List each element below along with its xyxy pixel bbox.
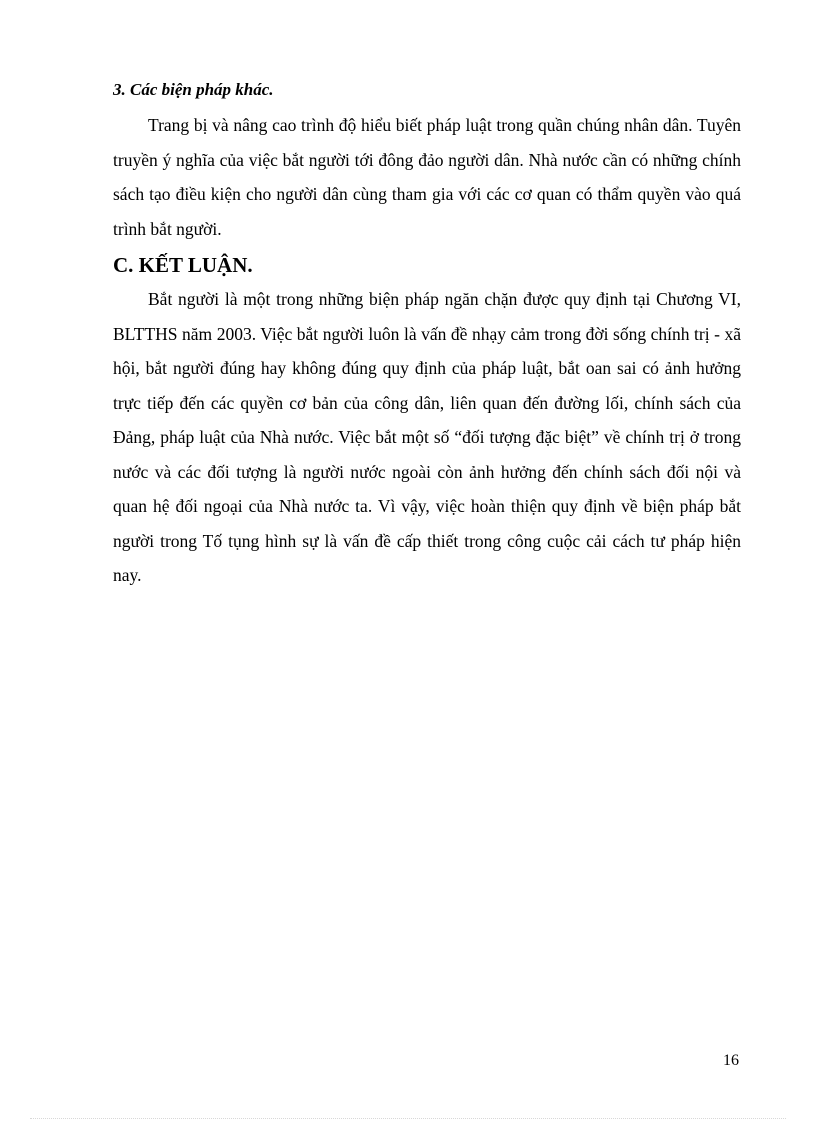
section-3-paragraph: Trang bị và nâng cao trình độ hiểu biết pháp luật trong quần chúng nhân dân. Tuyên truyền ý nghĩa của việc bắt người tới đông đảo người dân. Nhà nước cần có những chính sách tạo điều kiện cho người dân cùng tham gia với các cơ quan có thẩm quyền vào quá trình bắt người. bbox=[113, 115, 741, 239]
page-number: 16 bbox=[723, 1052, 739, 1069]
conclusion-paragraph: Bắt người là một trong những biện pháp ngăn chặn được quy định tại Chương VI, BLTTHS năm 2003. Việc bắt người luôn là vấn đề nhạy cảm trong đời sống chính trị - xã hội, bắt người đúng hay không đúng quy định của pháp luật, bắt oan sai có ảnh hưởng trực tiếp đến các quyền cơ bản của công dân, liên quan đến đường lối, chính sách của Đảng, pháp luật của Nhà nước. Việc bắt một số “đối tượng đặc biệt” về chính trị ở trong nước và các đối tượng là người nước ngoài còn ảnh hưởng đến chính sách đối nội và quan hệ đối ngoại của Nhà nước ta. Vì vậy, việc hoàn thiện quy định về biện pháp bắt người trong Tố tụng hình sự là vấn đề cấp thiết trong công cuộc cải cách tư pháp hiện nay. bbox=[113, 289, 741, 585]
page-content bbox=[113, 72, 741, 593]
page-bottom-divider bbox=[30, 1118, 786, 1119]
section-3-title: 3. Các biện pháp khác. bbox=[113, 80, 274, 99]
conclusion-heading: C. KẾT LUẬN. bbox=[113, 253, 253, 277]
